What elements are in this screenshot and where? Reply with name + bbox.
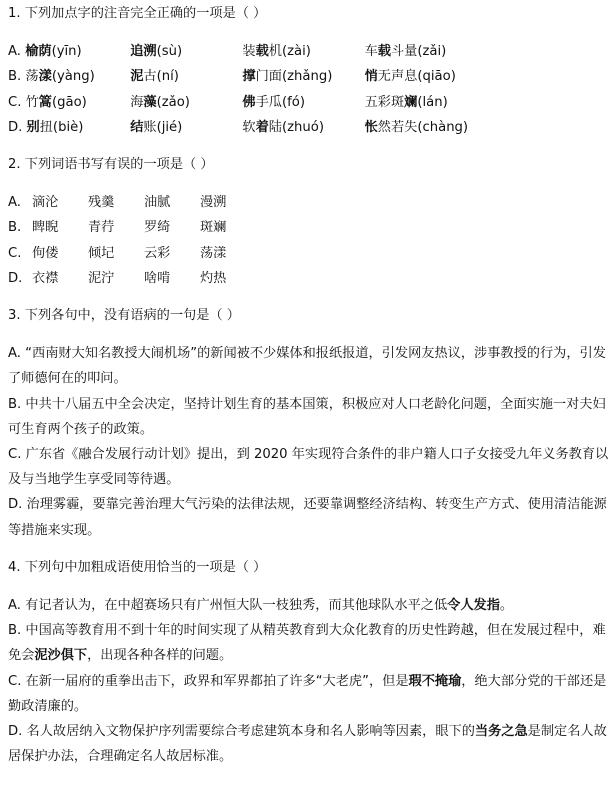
word: 睥睨 [32,220,59,236]
word-text: 车 [364,44,378,60]
question-2-option-a [8,190,609,215]
question-3-option-c: C. 广东省《融合发展行动计划》提出，到 2020 年实现符合条件的非户籍人口子女接受九年义务教育以及与当地学生享受同等待遇。 [8,447,609,488]
dotted-char: 悄 [364,69,378,85]
word: 罗绮 [144,220,171,236]
option-letter: A. [8,195,21,211]
dotted-char: 斓 [404,94,418,110]
question-1-option-d [8,115,609,140]
question-2-title: 2. 下列词语书写有误的一项是（ ） [8,157,214,173]
question-1-option-c [8,90,609,115]
word-text: 软 [242,119,256,135]
pinyin: (yàng) [51,69,95,85]
word: 斑斓 [200,220,227,236]
option-text: B. 中国高等教育用不到十年的时间实现了从精英教育到大众化教育的历史性跨越，但在发展过程中，难免会 [8,623,606,664]
question-1-title: 1. 下列加点字的注音完全正确的一项是（ ） [8,6,267,21]
dotted-char: 溯 [143,44,157,60]
word: 啥啃 [144,270,171,286]
dotted-char: 榆 [25,44,39,60]
word-text: 账(jié) [143,119,183,135]
word: 残羹 [88,195,115,211]
word: 泥泞 [88,270,115,286]
dotted-char: 泥 [130,69,144,85]
option-letter: B. [8,220,22,236]
word-text: B. 荡 [8,69,39,85]
dotted-char: 载 [255,44,269,60]
word-text: 然若失(chàng) [377,119,469,135]
question-1-option-a [8,39,609,64]
option-text: C. 在新一届府的重拳出击下，政界和军界都拍了许多“大老虎”，但是 [8,673,409,689]
question-4-option-b [8,618,609,668]
bold-idiom: 当务之急 [474,724,528,740]
word-text: 装 [242,44,256,60]
dotted-char: 荫 [38,44,52,60]
dotted-char: 追 [130,44,144,60]
word-text: 古(ní) [143,69,179,85]
option-text: ，绝大部分党的干部还是勤政清廉的。 [8,673,607,714]
pinyin: (gāo) [51,94,87,110]
word: 漫溯 [200,195,227,211]
option-text: ，出现各种各样的问题。 [87,648,233,664]
word: 青荇 [88,220,115,236]
bold-idiom: 令人发指 [447,598,500,614]
question-4-option-d [8,719,609,769]
option-text: A. 有记者认为，在中超赛场只有广州恒大队一枝独秀，而其他球队水平之低 [8,598,448,614]
bold-idiom: 瑕不掩瑜 [408,673,462,689]
word-text: C. 竹 [8,94,39,110]
option-text: 是制定名人故居保护办法，合理确定名人故居标准。 [8,724,607,765]
word: 衣襟 [32,270,59,286]
word-text: 无声息(qiāo) [377,69,456,85]
dotted-char: 佛 [242,94,256,110]
question-3-title: 3. 下列各句中，没有语病的一句是（ ） [8,308,240,324]
question-4-option-c [8,669,609,719]
word-text: 机(zài) [268,44,311,60]
word-text: 海 [130,94,144,110]
dotted-char: 撑 [242,69,256,85]
pinyin: (sù) [156,44,183,60]
option-letter: D. [8,119,27,135]
question-3-option-a: A. “西南财大知名教授大闹机场”的新闻被不少媒体和报纸报道，引发网友热议，涉事教授的行为，引发了师德何在的叩问。 [8,346,606,387]
bold-idiom: 泥沙俱下 [34,648,88,664]
question-4-title: 4. 下列句中加粗成语使用恰当的一项是（ ） [8,559,267,575]
question-2-option-b [8,215,609,240]
question-4-option-a [8,593,609,618]
word: 灼热 [200,270,227,286]
word: 倾圮 [88,245,115,261]
option-letter: C. [8,245,22,261]
question-4 [8,555,609,770]
question-1 [8,1,609,140]
question-3 [8,303,609,543]
option-text: 。 [499,598,514,614]
word-text: 陆(zhuó) [268,119,324,135]
dotted-char: 漾 [38,69,52,85]
pinyin: (yīn) [51,44,82,60]
dotted-char: 别 [26,119,40,135]
question-1-option-b [8,64,609,89]
dotted-char: 结 [130,119,144,135]
word: 云彩 [144,245,171,261]
word: 荡漾 [200,245,227,261]
dotted-char: 怅 [364,119,378,135]
dotted-char: 藻 [143,94,157,110]
word-text: 五彩斑 [364,94,405,110]
word: 佝偻 [32,245,59,261]
question-3-option-d: D. 治理雾霾，要靠完善治理大气污染的法律法规，还要靠调整经济结构、转变生产方式、使用清洁能源等措施来实现。 [8,497,607,538]
word-text: 手瓜(fó) [255,94,305,110]
word: 滴沦 [32,195,59,211]
word-text: 门面(zhǎng) [255,69,333,85]
pinyin: (zǎo) [156,94,190,110]
question-2-option-c [8,241,609,266]
question-3-option-b: B. 中共十八届五中全会决定，坚持计划生育的基本国策，积极应对人口老龄化问题，全面实施一对夫妇可生育两个孩子的政策。 [8,396,606,437]
word-text: 斗量(zǎi) [390,44,447,60]
word: 油腻 [144,195,171,211]
question-2 [8,152,609,291]
word-text: 扭(biè) [39,119,84,135]
dotted-char: 着 [255,119,269,135]
dotted-char: 篙 [38,94,52,110]
option-letter: D. [8,270,23,286]
pinyin: (lán) [417,94,448,110]
option-text: D. 名人故居纳入文物保护序列需要综合考虑建筑本身和名人影响等因素，眼下的 [8,724,475,740]
option-letter: A. [8,44,26,60]
question-2-option-d [8,266,609,291]
dotted-char: 载 [377,44,391,60]
